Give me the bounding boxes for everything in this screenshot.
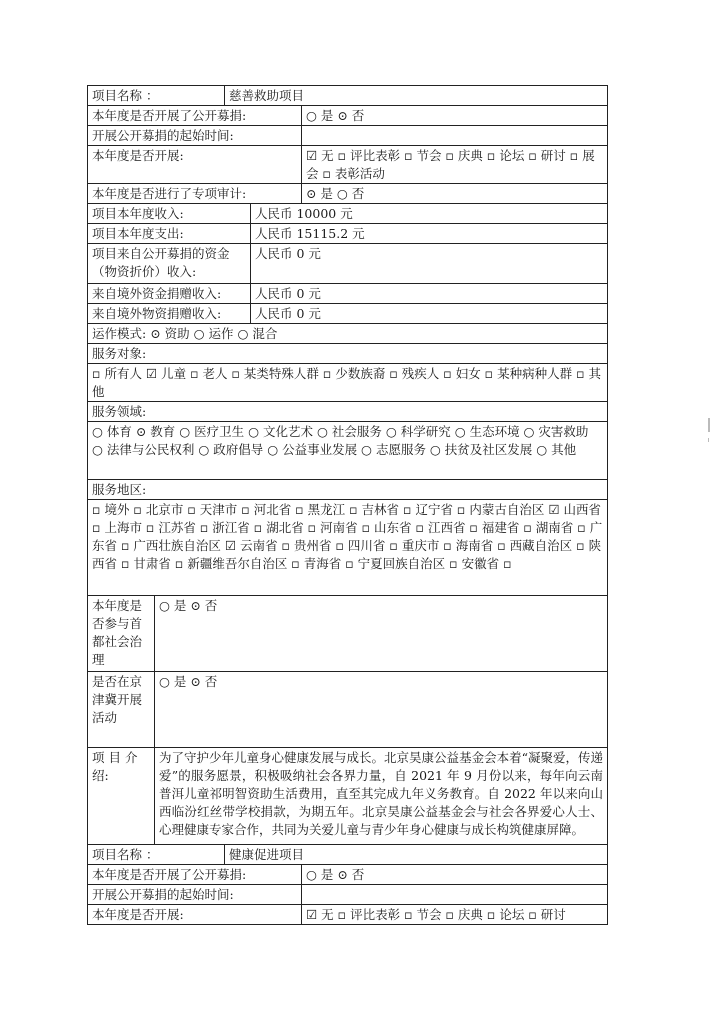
- table-row: [87, 146, 608, 184]
- table-row: [87, 885, 608, 905]
- start-time-label: 开展公开募捐的起始时间:: [92, 128, 234, 143]
- jjj-value: ○ 是 ⊙ 否: [154, 672, 607, 747]
- targets-label: 服务对象:: [92, 346, 147, 361]
- project2-name-value: 健康促进项目: [224, 845, 607, 864]
- capital-gov-label: 本年度是否参与首都社会治理: [92, 598, 143, 667]
- public-fundraising-value: ○ 是 ⊙ 否: [301, 106, 607, 125]
- capital-gov-value: ○ 是 ⊙ 否: [154, 596, 607, 671]
- table-row: [87, 184, 608, 204]
- project2-activities-value: ☑ 无 ▫ 评比表彰 ▫ 节会 ▫ 庆典 ▫ 论坛 ▫ 研讨: [301, 905, 607, 924]
- foreign-fund-label: 来自境外资金捐赠收入:: [92, 286, 222, 301]
- targets-value: ▫ 所有人 ☑ 儿童 ▫ 老人 ▫ 某类特殊人群 ▫ 少数族裔 ▫ 残疾人 ▫ 妇女 ▫ 某种病种人群 ▫ 其他: [92, 366, 602, 399]
- project2-start-time-label: 开展公开募捐的起始时间:: [92, 887, 234, 902]
- fields-label: 服务领域:: [92, 404, 147, 419]
- table-row: [87, 422, 608, 480]
- expense-label: 项目本年度支出:: [92, 226, 184, 241]
- expense-value: 人民币 15115.2 元: [250, 224, 607, 243]
- audit-value: ⊙ 是 ○ 否: [301, 184, 607, 203]
- project2-activities-label: 本年度是否开展:: [92, 907, 184, 922]
- mode-value: ⊙ 资助 ○ 运作 ○ 混合: [150, 326, 278, 341]
- regions-label: 服务地区:: [92, 482, 147, 497]
- table-row: [87, 224, 608, 244]
- table-row: [87, 344, 608, 364]
- scan-edge-mark: [708, 438, 709, 442]
- activities-label: 本年度是否开展:: [92, 148, 184, 163]
- intro-label: 项 目 介绍:: [92, 750, 138, 783]
- intro-value: 为了守护少年儿童身心健康发展与成长。北京昊康公益基金会本着“凝聚爱，传递爱”的服务愿景，积极吸纳社会各界力量，自 2021 年 9 月份以来，每年向云南普洱儿童祁明智资助生活费用，直至其完成九年义务教育。自 2022 年以来向山西临汾红丝带学校捐款，为期五年。北京昊康公益基金会与社会各界爱心人士、心理健康专家合作，共同为关爱儿童与青少年身心健康与成长构筑健康屏障。: [154, 748, 607, 844]
- table-row: [87, 596, 608, 672]
- table-row: [87, 126, 608, 146]
- table-row: [87, 364, 608, 402]
- table-row: [87, 402, 608, 422]
- project-info-table: [87, 85, 608, 925]
- public-fundraising-label: 本年度是否开展了公开募捐:: [92, 108, 247, 123]
- table-row: [87, 905, 608, 925]
- audit-label: 本年度是否进行了专项审计:: [92, 186, 247, 201]
- table-row: [87, 500, 608, 596]
- table-row: [87, 748, 608, 845]
- table-row: [87, 324, 608, 344]
- project-name-label: 项目名称 ：: [92, 88, 159, 103]
- table-row: [87, 244, 608, 284]
- scan-edge-mark: [708, 418, 710, 432]
- table-row: [87, 672, 608, 748]
- mode-label: 运作模式:: [92, 326, 147, 341]
- table-row: [87, 284, 608, 304]
- foreign-fund-value: 人民币 0 元: [250, 284, 607, 303]
- foreign-goods-label: 来自境外物资捐赠收入:: [92, 306, 222, 321]
- foreign-goods-value: 人民币 0 元: [250, 304, 607, 323]
- income-label: 项目本年度收入:: [92, 206, 184, 221]
- project2-public-fundraising-value: ○ 是 ⊙ 否: [301, 865, 607, 884]
- table-row: [87, 480, 608, 500]
- project2-name-label: 项目名称 ：: [92, 847, 159, 862]
- table-row: [87, 845, 608, 865]
- project2-public-fundraising-label: 本年度是否开展了公开募捐:: [92, 867, 247, 882]
- mode-line: [88, 324, 607, 343]
- activities-value: ☑ 无 ▫ 评比表彰 ▫ 节会 ▫ 庆典 ▫ 论坛 ▫ 研讨 ▫ 展会 ▫ 表彰活动: [301, 146, 607, 183]
- regions-value: ▫ 境外 ▫ 北京市 ▫ 天津市 ▫ 河北省 ▫ 黑龙江 ▫ 吉林省 ▫ 辽宁省 ▫ 内蒙古自治区 ☑ 山西省 ▫ 上海市 ▫ 江苏省 ▫ 浙江省 ▫ 湖北省 ▫ 河南省 ▫ 山东省 ▫ 江西省 ▫ 福建省 ▫ 湖南省 ▫ 广东省 ▫ 广西壮族自治区 ☑ 云南省 ▫ 贵州省 ▫ 四川省 ▫ 重庆市 ▫ 海南省 ▫ 西藏自治区 ▫ 陕西省 ▫ 甘肃省 ▫ 新疆维吾尔自治区 ▫ 青海省 ▫ 宁夏回族自治区 ▫ 安徽省 ▫: [92, 502, 603, 571]
- income-value: 人民币 10000 元: [250, 204, 607, 223]
- public-income-value: 人民币 0 元: [250, 244, 607, 283]
- table-row: [87, 304, 608, 324]
- public-income-label: 项目来自公开募捐的资金（物资折价）收入:: [92, 246, 230, 279]
- fields-value: ○ 体育 ⊙ 教育 ○ 医疗卫生 ○ 文化艺术 ○ 社会服务 ○ 科学研究 ○ 生态环境 ○ 灾害救助 ○ 法律与公民权利 ○ 政府倡导 ○ 公益事业发展 ○ 志愿服务 ○ 扶贫及社区发展 ○ 其他: [92, 424, 589, 457]
- jjj-label: 是否在京津冀开展活动: [92, 674, 143, 725]
- table-row: [87, 865, 608, 885]
- project2-start-time-value: [301, 885, 607, 904]
- project-name-value: 慈善救助项目: [224, 86, 607, 105]
- table-row: [87, 86, 608, 106]
- table-row: [87, 204, 608, 224]
- table-row: [87, 106, 608, 126]
- start-time-value: [301, 126, 607, 145]
